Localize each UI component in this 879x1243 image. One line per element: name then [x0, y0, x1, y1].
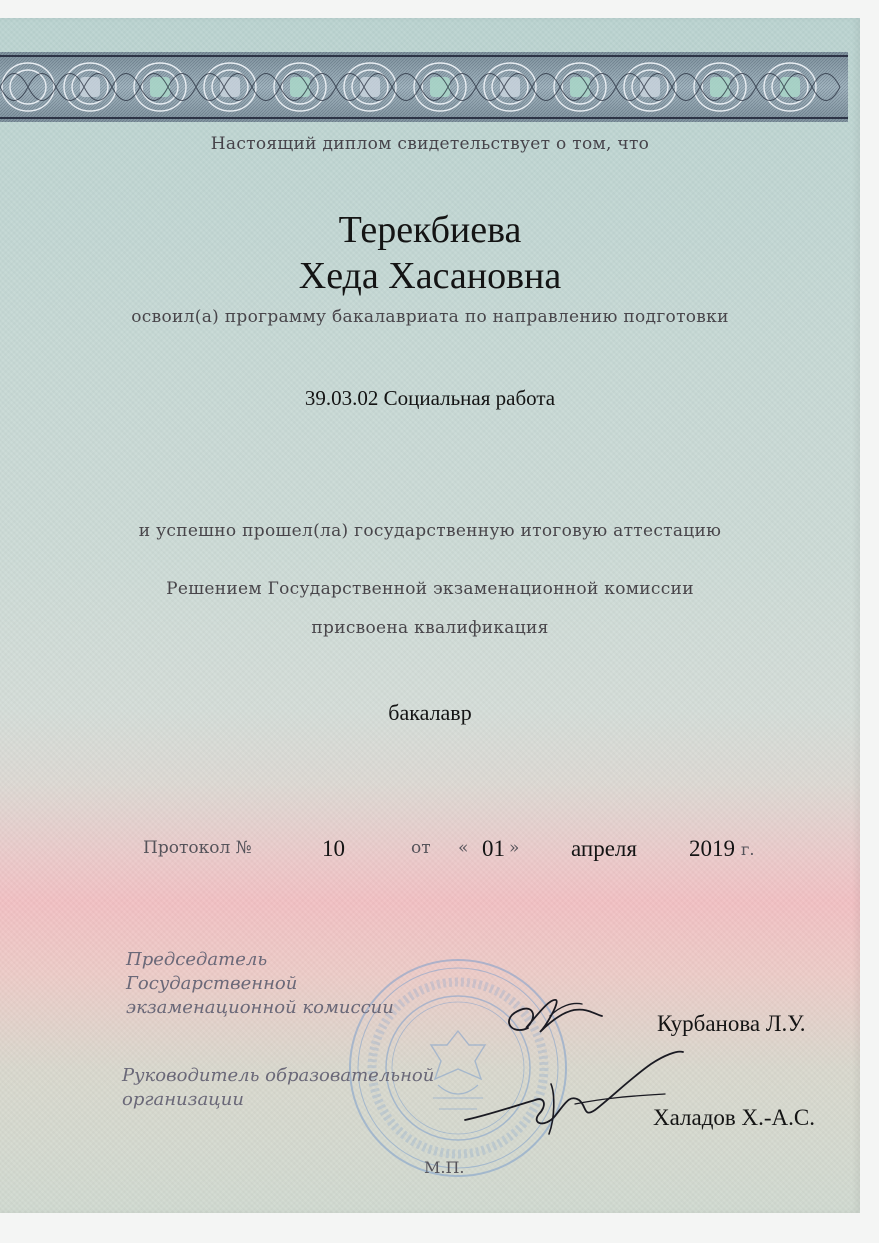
quote-open: « [458, 838, 469, 858]
protocol-year: 2019 [689, 836, 735, 861]
head-role [122, 1064, 434, 1112]
protocol-label: Протокол № [143, 838, 252, 858]
guilloche-border [0, 46, 848, 128]
protocol-line [0, 836, 860, 876]
head-role-line: Руководитель образовательной [122, 1065, 435, 1086]
graduate-given-names: Хеда Хасановна [298, 255, 562, 297]
chair-role-line: Государственной [126, 973, 298, 994]
head-signature [455, 1038, 685, 1143]
decision-line: Решением Государственной экзаменационной комиссии [166, 579, 694, 599]
graduate-surname: Терекбиева [338, 209, 522, 251]
chair-role-line: экзаменационной комиссии [126, 997, 394, 1018]
qualification: бакалавр [388, 700, 472, 725]
chair-role-line: Председатель [126, 949, 268, 970]
chair-name: Курбанова Л.У. [657, 1011, 806, 1036]
diploma-sheet [0, 18, 860, 1213]
protocol-day: 01 [482, 836, 505, 861]
quote-close: » [509, 838, 520, 858]
attestation-statement: и успешно прошел(ла) государственную итоговую аттестацию [138, 521, 722, 541]
assigned-line: присвоена квалификация [311, 618, 549, 638]
program-statement: освоил(а) программу бакалавриата по направлению подготовки [131, 307, 729, 327]
seal-mark: М.П. [424, 1158, 465, 1177]
chair-role [126, 948, 394, 1020]
head-name: Халадов Х.-А.С. [653, 1105, 815, 1130]
specialty: 39.03.02 Социальная работа [304, 386, 556, 410]
intro-text: Настоящий диплом свидетельствует о том, что [210, 134, 650, 154]
head-role-line: организации [122, 1089, 244, 1110]
protocol-from-label: от [411, 838, 431, 858]
protocol-month: апреля [571, 836, 637, 861]
protocol-number: 10 [322, 836, 345, 861]
year-suffix: г. [741, 840, 755, 859]
